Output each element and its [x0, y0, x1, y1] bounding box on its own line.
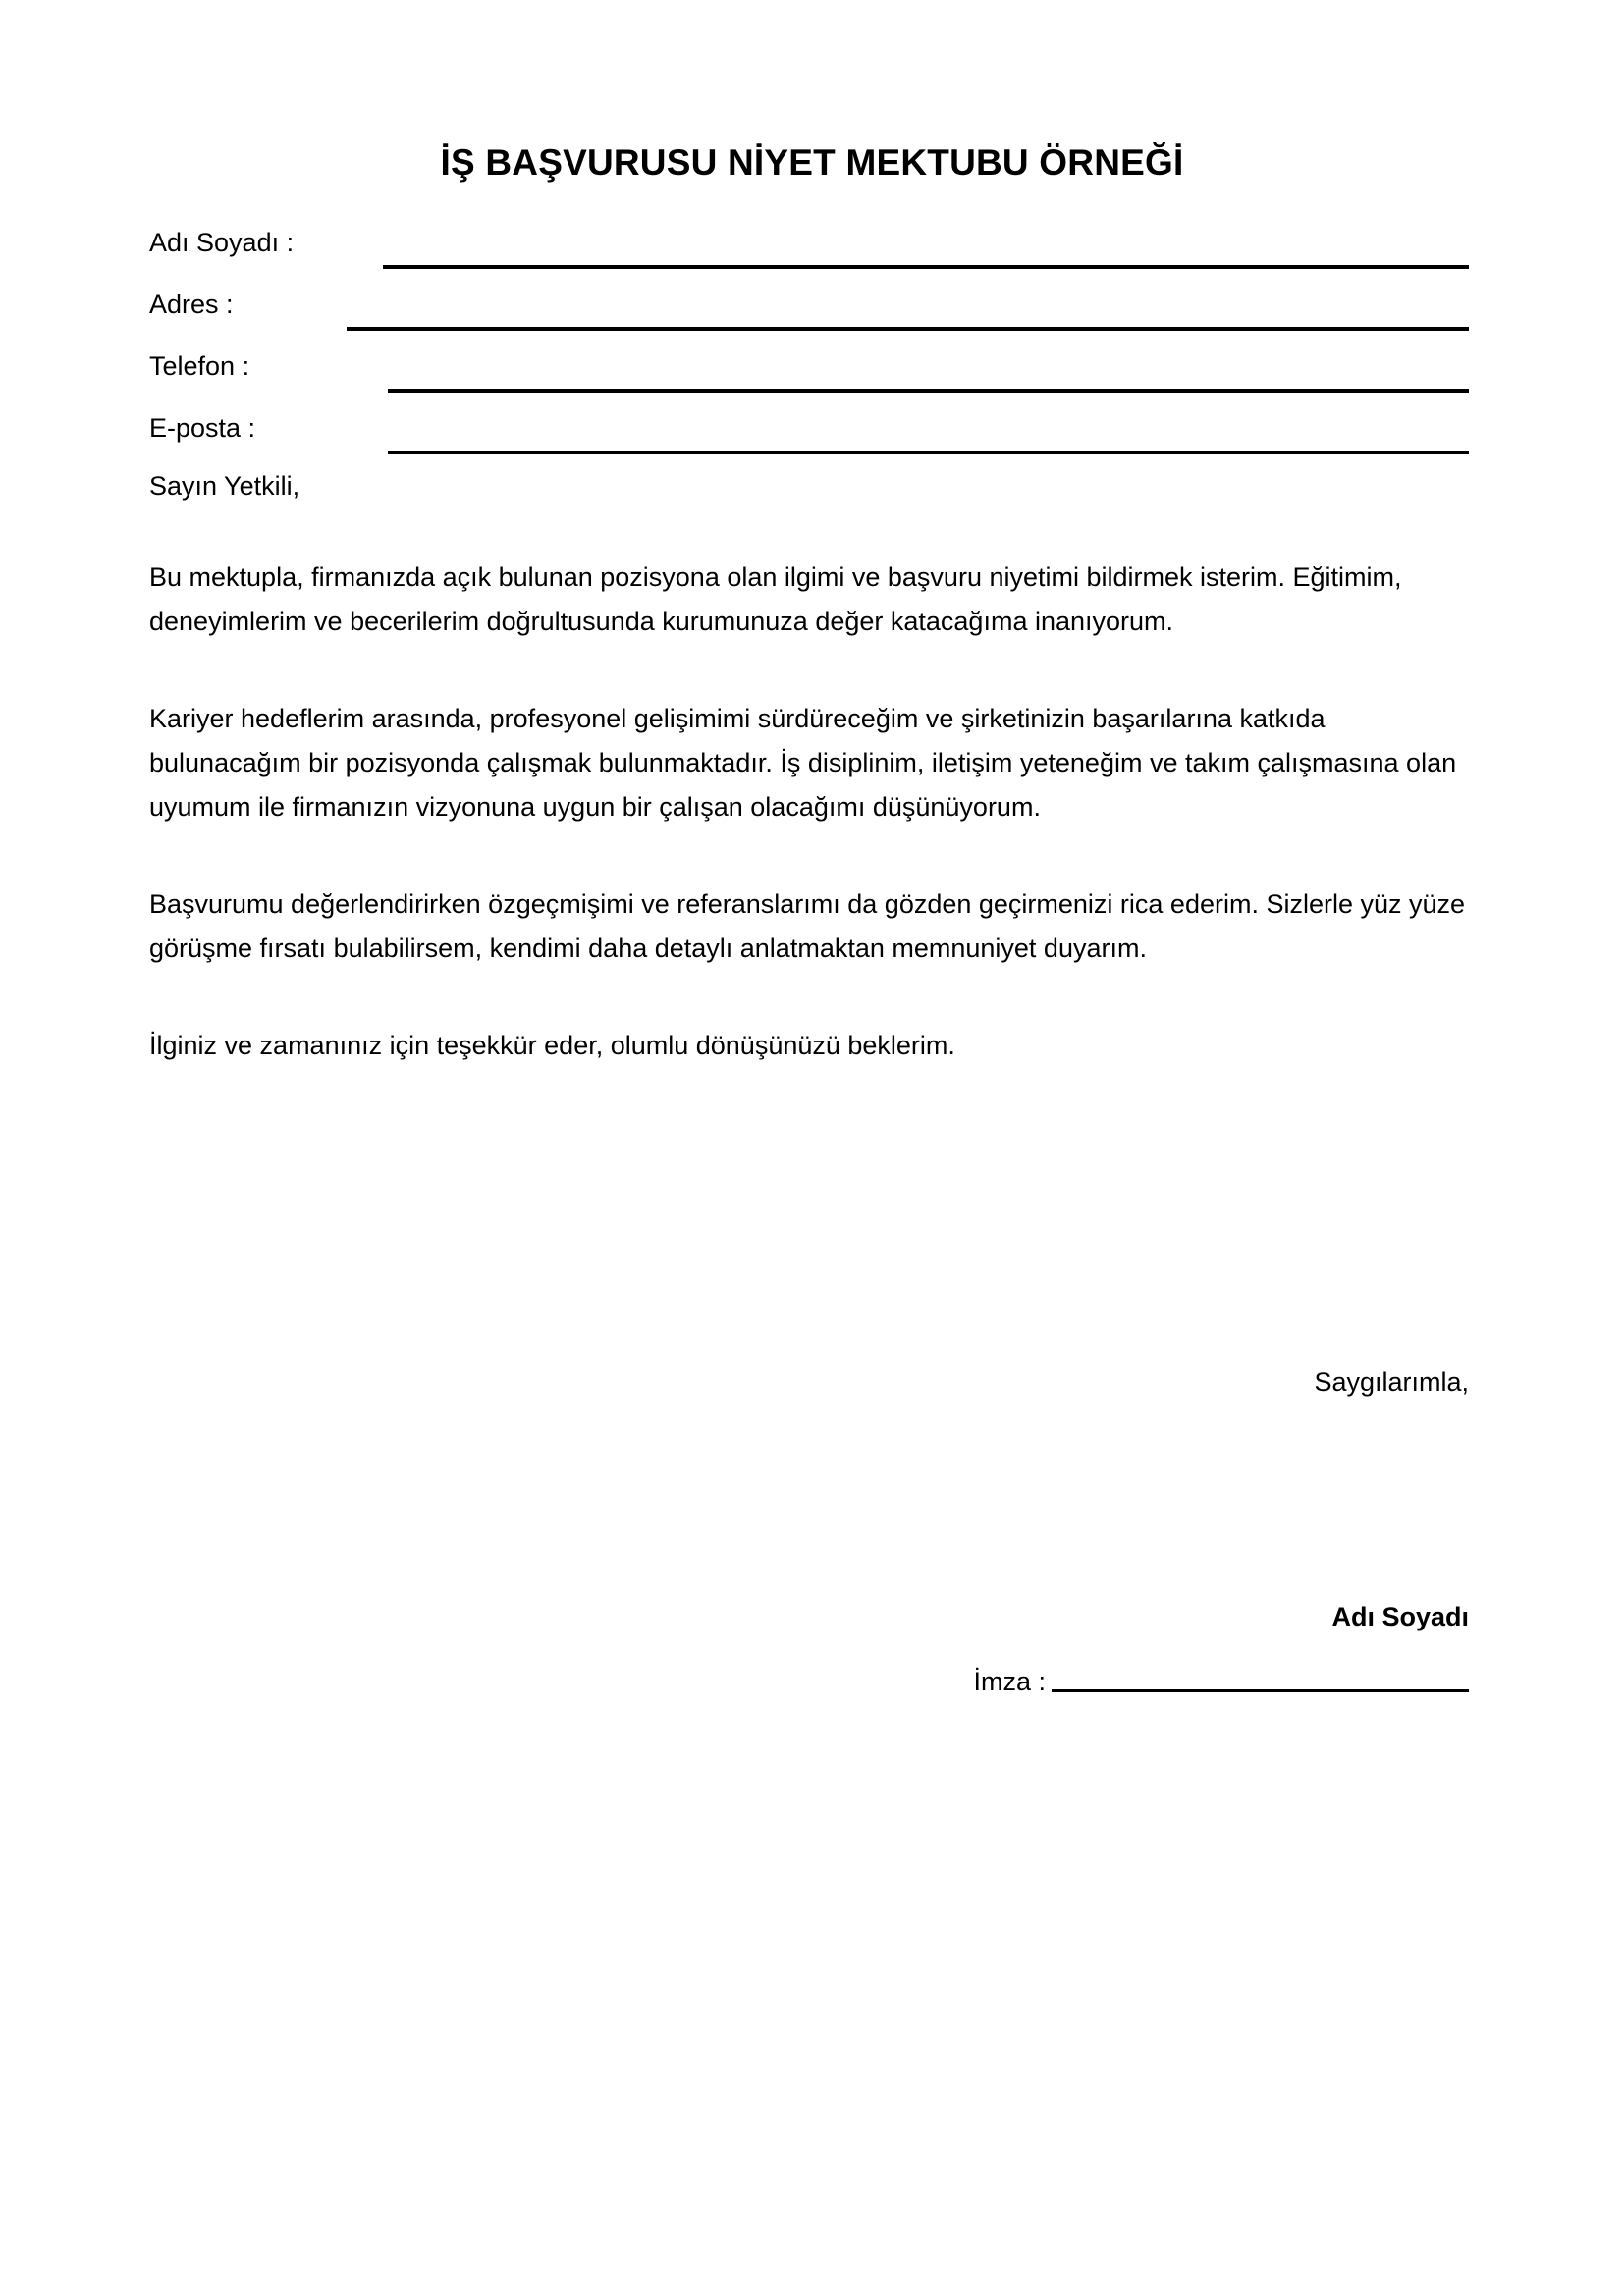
page-title: İŞ BAŞVURUSU NİYET MEKTUBU ÖRNEĞİ [440, 141, 1184, 183]
email-label: E-posta : [149, 413, 256, 443]
signature-row [149, 1665, 1469, 1698]
letter-paragraph-1: Bu mektupla, firmanızda açık bulunan pozisyona olan ilgimi ve başvuru niyetimi bildirmek isterim. Eğitimim, deneyimlerim ve becerilerim doğrultusunda kurumunuza değer katacağıma inanıyorum. [149, 562, 1402, 636]
address-label: Adres : [149, 290, 234, 319]
form-row-address [149, 280, 1469, 342]
signature-label: İmza : [973, 1667, 1046, 1696]
letter-salutation: Sayın Yetkili, [149, 471, 300, 501]
full-name-input-line[interactable] [383, 265, 1469, 269]
full-name-label: Adı Soyadı : [149, 228, 295, 257]
signer-name: Adı Soyadı [1331, 1602, 1469, 1631]
letter-body [149, 469, 1469, 1068]
applicant-info-form [149, 218, 1469, 465]
closing-valediction: Saygılarımla, [1314, 1367, 1469, 1397]
address-input-line[interactable] [347, 327, 1469, 331]
letter-paragraph-4: İlginiz ve zamanınız için teşekkür eder, olumlu dönüşünüzü beklerim. [149, 1031, 955, 1060]
form-row-email [149, 403, 1469, 465]
phone-input-line[interactable] [388, 389, 1469, 393]
signature-input-line[interactable] [1052, 1689, 1469, 1692]
form-row-phone [149, 342, 1469, 403]
letter-paragraph-2: Kariyer hedeflerim arasında, profesyonel gelişimimi sürdüreceğim ve şirketinizin başarılarına katkıda bulunacağım bir pozisyonda çalışmak bulunmaktadır. İş disiplinim, iletişim yeteneğim ve takım çalışmasına olan uyumum ile firmanızın vizyonuna uygun bir çalışan olacağımı düşünüyorum. [149, 704, 1457, 822]
email-input-line[interactable] [388, 451, 1469, 454]
letter-paragraph-3: Başvurumu değerlendirirken özgeçmişimi ve referanslarımı da gözden geçirmenizi rica ederim. Sizlerle yüz yüze görüşme fırsatı bulabilirsem, kendimi daha detaylı anlatmaktan memnuniyet duyarım. [149, 889, 1466, 963]
phone-label: Telefon : [149, 351, 250, 381]
form-row-full-name [149, 218, 1469, 280]
